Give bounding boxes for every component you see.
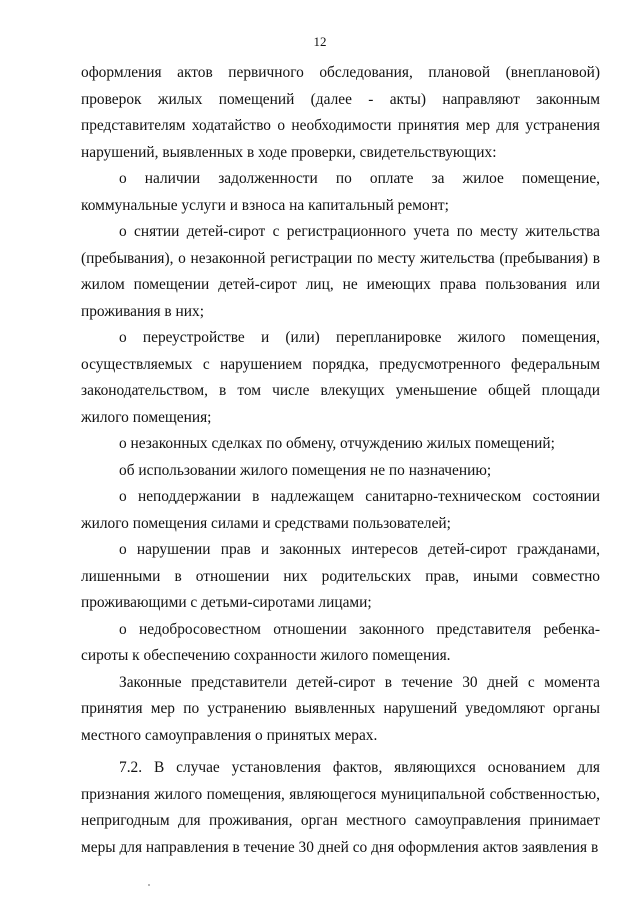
document-body	[81, 60, 600, 861]
paragraph-section-7-2: 7.2. В случае установления фактов, являющихся основанием для признания жилого помещения, являющегося муниципальной собственностью, непригодным для проживания, орган местного самоуправления принимает меры для направления в течение 30 дней со дня оформления актов заявления в	[81, 759, 600, 856]
paragraph-misuse-item: об использовании жилого помещения не по назначению;	[119, 461, 492, 479]
paragraph-sanitary-item: о неподдержании в надлежащем санитарно-техническом состоянии жилого помещения силами и средствами пользователей;	[81, 488, 600, 532]
paragraph-rights-violation-item: о нарушении прав и законных интересов детей-сирот гражданами, лишенными в отношении них родительских прав, иными совместно проживающими с детьми-сиротами лицами;	[81, 541, 600, 611]
scan-speck	[148, 884, 150, 886]
paragraph-debt-item: о наличии задолженности по оплате за жилое помещение, коммунальные услуги и взноса на капитальный ремонт;	[81, 170, 600, 214]
page-number: 12	[313, 34, 327, 49]
paragraph-registration-item: о снятии детей-сирот с регистрационного учета по месту жительства (пребывания), о незаконной регистрации по месту жительства (пребывания) в жилом помещении детей-сирот лиц, не имеющих права пользования или проживания в них;	[81, 223, 600, 320]
paragraph-replanning-item: о переустройстве и (или) перепланировке жилого помещения, осуществляемых с нарушением порядка, предусмотренного федеральным законодательством, в том числе влекущих уменьшение общей площади жилого помещения;	[81, 329, 600, 426]
paragraph-continuation: оформления актов первичного обследования, плановой (внеплановой) проверок жилых помещений (далее - акты) направляют законным представителям ходатайство о необходимости принятия мер для устранения нарушений, выявленных в ходе проверки, свидетельствующих:	[81, 64, 600, 161]
paragraph-illegal-deals-item: о незаконных сделках по обмену, отчуждению жилых помещений;	[119, 435, 555, 452]
paragraph-negligence-item: о недобросовестном отношении законного представителя ребенка-сироты к обеспечению сохранности жилого помещения.	[81, 620, 600, 664]
paragraph-notification: Законные представители детей-сирот в течение 30 дней с момента принятия мер по устранению выявленных нарушений уведомляют органы местного самоуправления о принятых мерах.	[81, 673, 600, 744]
